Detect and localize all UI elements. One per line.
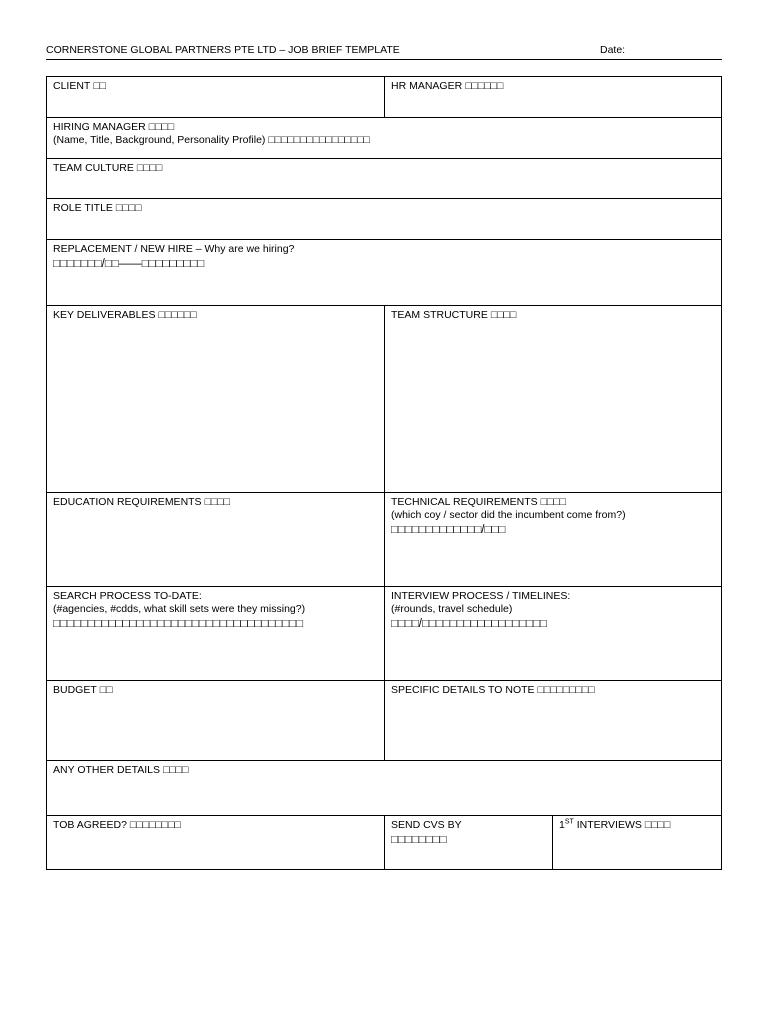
search-process-label: SEARCH PROCESS TO-DATE: <box>53 590 202 602</box>
tob-agreed-field[interactable] <box>46 815 385 870</box>
interview-process-detail: (#rounds, travel schedule) <box>391 603 513 615</box>
hiring-manager-detail-cjk: □□□□□□□□□□□□□□□□ <box>268 134 370 146</box>
technical-requirements-label: TECHNICAL REQUIREMENTS <box>391 496 538 508</box>
replacement-field[interactable] <box>46 239 722 306</box>
technical-requirements-detail: (which coy / sector did the incumbent come from?) <box>391 509 626 521</box>
send-cvs-by-label: SEND CVS BY <box>391 819 462 831</box>
key-deliverables-field[interactable] <box>46 305 385 493</box>
other-details-field[interactable] <box>46 760 722 816</box>
hiring-manager-detail: (Name, Title, Background, Personality Profile) <box>53 134 266 146</box>
interview-process-detail-cjk: □□□□/□□□□□□□□□□□□□□□□□□ <box>391 618 548 630</box>
search-process-detail-cjk: □□□□□□□□□□□□□□□□□□□□□□□□□□□□□□□□□□□□ <box>53 618 304 630</box>
role-title-field[interactable] <box>46 198 722 240</box>
hr-manager-field[interactable] <box>384 76 722 118</box>
tob-agreed-label-cjk: □□□□□□□□ <box>129 819 181 831</box>
send-cvs-by-field[interactable] <box>384 815 553 870</box>
replacement-label-cjk: □□□□□□□/□□——□□□□□□□□□ <box>53 258 205 270</box>
specific-details-field[interactable] <box>384 680 722 761</box>
search-process-detail: (#agencies, #cdds, what skill sets were they missing?) <box>53 603 306 615</box>
specific-details-label: SPECIFIC DETAILS TO NOTE <box>391 684 535 696</box>
client-label-cjk: □□ <box>93 80 107 92</box>
document-title: CORNERSTONE GLOBAL PARTNERS PTE LTD – JOB BRIEF TEMPLATE <box>46 44 400 56</box>
team-culture-field[interactable] <box>46 158 722 199</box>
other-details-label-cjk: □□□□ <box>162 764 189 776</box>
team-culture-label: TEAM CULTURE <box>53 162 134 174</box>
team-structure-field[interactable] <box>384 305 722 493</box>
hr-manager-label-cjk: □□□□□□ <box>465 80 504 92</box>
education-requirements-label-cjk: □□□□ <box>204 496 230 508</box>
tob-agreed-label: TOB AGREED? <box>53 819 127 831</box>
first-interviews-field[interactable] <box>552 815 722 870</box>
key-deliverables-label-cjk: □□□□□□ <box>158 309 197 321</box>
send-cvs-by-label-cjk: □□□□□□□□ <box>391 834 447 846</box>
team-structure-label-cjk: □□□□ <box>490 309 517 321</box>
technical-requirements-detail-cjk: □□□□□□□□□□□□□/□□□ <box>391 524 506 536</box>
role-title-label: ROLE TITLE <box>53 202 113 214</box>
date-label: Date: <box>600 44 626 56</box>
hr-manager-label: HR MANAGER <box>391 80 463 92</box>
first-interviews-label-cjk: □□□□ <box>644 819 671 831</box>
education-requirements-label: EDUCATION REQUIREMENTS <box>53 496 202 508</box>
budget-label: BUDGET <box>53 684 97 696</box>
technical-requirements-label-cjk: □□□□ <box>540 496 567 508</box>
team-structure-label: TEAM STRUCTURE <box>391 309 488 321</box>
client-field[interactable] <box>46 76 385 118</box>
budget-field[interactable] <box>46 680 385 761</box>
interview-process-field[interactable] <box>384 586 722 681</box>
hiring-manager-label: HIRING MANAGER <box>53 121 146 133</box>
client-label: CLIENT <box>53 80 91 92</box>
first-interviews-label-number: 1 <box>559 819 565 831</box>
budget-label-cjk: □□ <box>99 684 113 696</box>
replacement-label: REPLACEMENT / NEW HIRE – Why are we hiring? <box>53 243 295 255</box>
other-details-label: ANY OTHER DETAILS <box>53 764 160 776</box>
role-title-label-cjk: □□□□ <box>115 202 142 214</box>
first-interviews-label: INTERVIEWS <box>573 819 642 831</box>
first-interviews-label-ordinal: ST <box>564 818 574 826</box>
key-deliverables-label: KEY DELIVERABLES <box>53 309 156 321</box>
hiring-manager-label-cjk: □□□□ <box>148 121 175 133</box>
search-process-field[interactable] <box>46 586 385 681</box>
team-culture-label-cjk: □□□□ <box>136 162 163 174</box>
document-header <box>46 44 722 60</box>
specific-details-label-cjk: □□□□□□□□□ <box>537 684 595 696</box>
interview-process-label: INTERVIEW PROCESS / TIMELINES: <box>391 590 571 602</box>
hiring-manager-field[interactable] <box>46 117 722 159</box>
education-requirements-field[interactable] <box>46 492 385 587</box>
technical-requirements-field[interactable] <box>384 492 722 587</box>
